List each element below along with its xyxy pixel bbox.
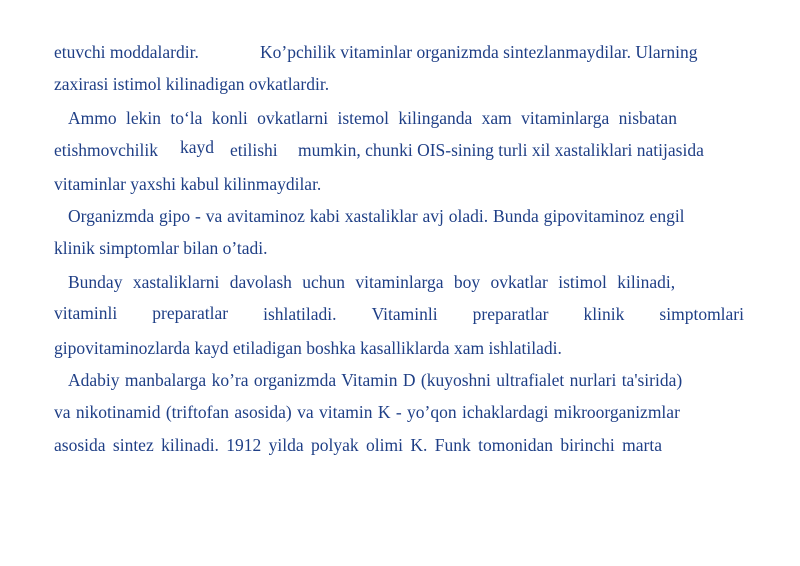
text-line: va nikotinamid (triftofan asosida) va vitamin K - yo’qon ichaklardagi mikroorganizmlar — [54, 402, 680, 422]
text-line — [54, 303, 744, 325]
text-line: Organizmda gipo - va avitaminoz kabi xastaliklar avj oladi. Bunda gipovitaminoz engil — [68, 206, 685, 226]
text-segment: etishmovchilik — [54, 140, 159, 160]
text-line: zaxirasi istimol kilinadigan ovkatlardir. — [54, 74, 330, 94]
text-segment: etilishi — [230, 140, 278, 160]
text-line: Bunday xastaliklarni davolash uchun vitaminlarga boy ovkatlar istimol kilinadi, — [68, 272, 676, 292]
text-line: Ammo lekin to‘la konli ovkatlarni istemol kilinganda xam vitaminlarga nisbatan — [68, 108, 677, 128]
text-segment: preparatlar — [472, 304, 549, 324]
text-line: Adabiy manbalarga ko’ra organizmda Vitamin D (kuyoshni ultrafialet nurlari ta'sirida) — [68, 370, 683, 390]
text-segment: Vitaminli — [371, 304, 438, 324]
text-line: gipovitaminozlarda kayd etiladigan boshka kasalliklarda xam ishlatiladi. — [54, 338, 562, 358]
text-line — [54, 41, 744, 63]
text-segment: etuvchi moddalardir. — [54, 42, 199, 62]
text-segment: kayd — [180, 137, 215, 157]
text-segment: vitaminli — [54, 303, 118, 323]
text-segment: ishlatiladi. — [263, 304, 337, 324]
text-segment: Ko’pchilik vitaminlar organizmda sintezlanmaydilar. Ularning — [260, 42, 698, 62]
text-line: klinik simptomlar bilan o’tadi. — [54, 238, 268, 258]
text-segment: simptomlari — [659, 304, 744, 324]
text-line — [54, 139, 744, 161]
text-segment: mumkin, chunki OIS-sining turli xil xastaliklari natijasida — [298, 140, 704, 160]
text-segment: klinik — [583, 304, 625, 324]
text-line: asosida sintez kilinadi. 1912 yilda polyak olimi K. Funk tomonidan birinchi marta — [54, 435, 662, 455]
text-segment: preparatlar — [152, 303, 229, 323]
text-line: vitaminlar yaxshi kabul kilinmaydilar. — [54, 174, 322, 194]
